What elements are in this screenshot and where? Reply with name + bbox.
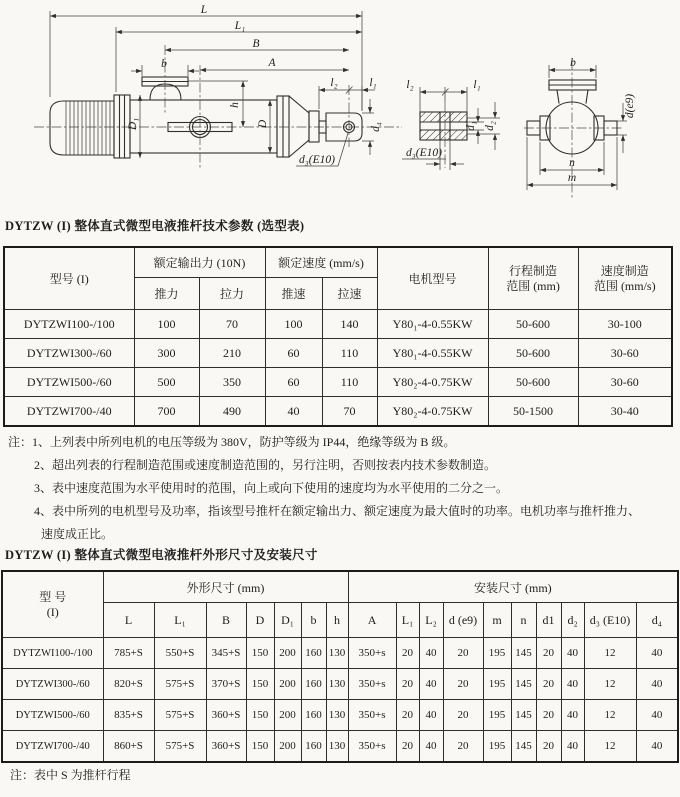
value-cell: 575+S xyxy=(154,669,206,700)
value-cell: 200 xyxy=(274,638,301,669)
model-cell: DYTZWI700-/40 xyxy=(2,731,103,763)
value-cell: 140 xyxy=(322,310,377,339)
value-cell: 145 xyxy=(511,700,536,731)
value-cell: 30-60 xyxy=(578,368,672,397)
col-header-L1: L₁ xyxy=(154,603,206,638)
value-cell: 20 xyxy=(396,700,419,731)
dim-table-header-row2 xyxy=(2,603,678,638)
value-cell: 860+S xyxy=(103,731,154,763)
note-line-2: 2、超出列表的行程制造范围或速度制造范围的，另行注明，否则按表内技术参数制造。 xyxy=(34,458,497,472)
value-cell: 200 xyxy=(274,731,301,763)
value-cell: 50-600 xyxy=(488,310,578,339)
value-cell: 820+S xyxy=(103,669,154,700)
value-cell: 40 xyxy=(265,397,322,427)
value-cell: 195 xyxy=(483,700,511,731)
value-cell: 350+s xyxy=(348,700,396,731)
value-cell: 20 xyxy=(396,638,419,669)
model-header-line1: 型 号 xyxy=(39,589,67,604)
value-cell: 50-600 xyxy=(488,339,578,368)
col-header-pull-force: 拉力 xyxy=(199,278,265,310)
main-side-view xyxy=(34,4,402,170)
value-cell: 20 xyxy=(443,669,483,700)
cone xyxy=(289,96,309,157)
notes-section2: 注：表中 S 为推杆行程 xyxy=(10,768,131,782)
value-cell: 20 xyxy=(443,731,483,763)
value-cell: 785+S xyxy=(103,638,154,669)
value-cell: 195 xyxy=(483,669,511,700)
col-group-rated-speed: 额定速度 (mm/s) xyxy=(265,247,377,278)
col-header-L: L xyxy=(103,603,154,638)
dim-label-d3-section: d₃(E10) xyxy=(406,147,442,159)
col-header-B: B xyxy=(206,603,246,638)
dim-label-d1: d₁ xyxy=(465,121,477,131)
value-cell: 40 xyxy=(561,638,584,669)
dim-label-A: A xyxy=(268,57,276,69)
motor-cell: Y80₂-4-0.75KW xyxy=(377,397,488,427)
value-cell: 40 xyxy=(561,731,584,763)
value-cell: 835+S xyxy=(103,700,154,731)
value-cell: 110 xyxy=(322,368,377,397)
value-cell: 30-40 xyxy=(578,397,672,427)
value-cell: 145 xyxy=(511,669,536,700)
dim-label-d2: d₂ xyxy=(484,121,496,131)
col-header-d1: d1 xyxy=(536,603,561,638)
value-cell: 30-60 xyxy=(578,339,672,368)
col-header-d4: d₄ xyxy=(636,603,678,638)
col-header-n: n xyxy=(511,603,536,638)
value-cell: 345+S xyxy=(206,638,246,669)
value-cell: 70 xyxy=(199,310,265,339)
value-cell: 20 xyxy=(396,731,419,763)
col-header-h: h xyxy=(326,603,348,638)
value-cell: 160 xyxy=(301,731,326,763)
value-cell: 130 xyxy=(326,700,348,731)
end-view xyxy=(524,57,636,200)
col-group-install-dims: 安装尺寸 (mm) xyxy=(348,571,678,603)
value-cell: 20 xyxy=(443,638,483,669)
motor-fins xyxy=(66,101,110,155)
col-header-L1-install: L₁ xyxy=(396,603,419,638)
dim-label-b-end: b xyxy=(570,57,576,69)
col-header-D1: D₁ xyxy=(274,603,301,638)
value-cell: 50-1500 xyxy=(488,397,578,427)
model-header-line2: (I) xyxy=(46,604,59,619)
value-cell: 50-600 xyxy=(488,368,578,397)
value-cell: 370+S xyxy=(206,669,246,700)
value-cell: 150 xyxy=(246,700,274,731)
note-line-3: 3、表中速度范围为水平使用时的范围，向上或向下使用的速度均为水平使用的二分之一。 xyxy=(34,481,509,495)
value-cell: 40 xyxy=(419,731,443,763)
value-cell: 360+S xyxy=(206,700,246,731)
model-cell: DYTZWI300-/60 xyxy=(4,339,134,368)
dim-label-n: n xyxy=(569,157,575,169)
model-cell: DYTZWI100-/100 xyxy=(2,638,103,669)
value-cell: 200 xyxy=(274,669,301,700)
value-cell: 145 xyxy=(511,731,536,763)
value-cell: 40 xyxy=(419,638,443,669)
stroke-range-line1: 行程制造 xyxy=(509,263,558,278)
dim-label-l2: l₂ xyxy=(330,77,338,89)
stroke-range-line2: 范围 (mm) xyxy=(506,278,560,293)
value-cell: 40 xyxy=(636,638,678,669)
col-header-motor: 电机型号 xyxy=(377,247,488,310)
col-header-d3-E10: d₃ (E10) xyxy=(584,603,636,638)
col-header-A: A xyxy=(348,603,396,638)
value-cell: 150 xyxy=(246,638,274,669)
dim-label-l1: l₁ xyxy=(369,77,377,89)
value-cell: 12 xyxy=(584,731,636,763)
speed-range-line1: 速度制造 xyxy=(600,263,649,278)
note-text: 1、上列表中所列电机的电压等级为 380V，防护等级为 IP44，绝缘等级为 B 级。 xyxy=(32,435,456,449)
value-cell: 200 xyxy=(274,700,301,731)
dim-label-l2-section: l₂ xyxy=(406,79,414,91)
section1-title: DYTZW (I) 整体直式微型电液推杆技术参数 (选型表) xyxy=(5,219,305,233)
dimensions-table xyxy=(1,570,679,763)
dim-table-row xyxy=(2,700,678,731)
dim-label-h: h xyxy=(229,102,241,108)
model-cell: DYTZWI100-/100 xyxy=(4,310,134,339)
value-cell: 145 xyxy=(511,638,536,669)
value-cell: 130 xyxy=(326,731,348,763)
value-cell: 20 xyxy=(536,638,561,669)
dim-label-D1: D₁ xyxy=(127,117,139,131)
value-cell: 350+s xyxy=(348,731,396,763)
dim-label-l1-section: l₁ xyxy=(473,79,481,91)
value-cell: 195 xyxy=(483,638,511,669)
model-cell: DYTZWI700-/40 xyxy=(4,397,134,427)
motor-cell: Y80₂-4-0.75KW xyxy=(377,368,488,397)
spec-table-row xyxy=(4,368,672,397)
value-cell: 150 xyxy=(246,669,274,700)
value-cell: 100 xyxy=(265,310,322,339)
col-header-d-e9: d (e9) xyxy=(443,603,483,638)
spec-table-row xyxy=(4,310,672,339)
col-header-model: 型号 (I) xyxy=(4,247,134,310)
col-header-model2 xyxy=(2,571,103,638)
col-header-m: m xyxy=(483,603,511,638)
model-cell: DYTZWI500-/60 xyxy=(2,700,103,731)
note-line-5: 速度成正比。 xyxy=(41,527,114,541)
value-cell: 700 xyxy=(134,397,199,427)
value-cell: 40 xyxy=(419,669,443,700)
value-cell: 20 xyxy=(536,700,561,731)
dim-table-row xyxy=(2,638,678,669)
col-group-outline-dims: 外形尺寸 (mm) xyxy=(103,571,348,603)
value-cell: 40 xyxy=(636,700,678,731)
value-cell: 12 xyxy=(584,669,636,700)
dim-table-row xyxy=(2,731,678,763)
col-header-d2: d₂ xyxy=(561,603,584,638)
model-cell: DYTZWI300-/60 xyxy=(2,669,103,700)
section2-title: DYTZW (I) 整体直式微型电液推杆外形尺寸及安装尺寸 xyxy=(5,548,318,562)
col-group-rated-force: 额定输出力 (10N) xyxy=(134,247,265,278)
value-cell: 40 xyxy=(561,700,584,731)
value-cell: 12 xyxy=(584,700,636,731)
value-cell: 20 xyxy=(396,669,419,700)
col-header-push-speed: 推速 xyxy=(265,278,322,310)
value-cell: 12 xyxy=(584,638,636,669)
value-cell: 20 xyxy=(536,669,561,700)
col-header-D: D xyxy=(246,603,274,638)
value-cell: 490 xyxy=(199,397,265,427)
value-cell: 160 xyxy=(301,669,326,700)
dim-label-L1: L₁ xyxy=(234,20,246,32)
value-cell: 195 xyxy=(483,731,511,763)
dim-label-de9: d(e9) xyxy=(624,93,636,119)
spec-table xyxy=(3,246,673,427)
col-header-pull-speed: 拉速 xyxy=(322,278,377,310)
value-cell: 30-100 xyxy=(578,310,672,339)
value-cell: 550+S xyxy=(154,638,206,669)
value-cell: 160 xyxy=(301,700,326,731)
value-cell: 130 xyxy=(326,638,348,669)
motor-cell: Y80₁-4-0.55KW xyxy=(377,339,488,368)
value-cell: 300 xyxy=(134,339,199,368)
value-cell: 100 xyxy=(134,310,199,339)
speed-range-line2: 范围 (mm/s) xyxy=(593,278,656,293)
notes-section1 xyxy=(8,431,676,546)
value-cell: 130 xyxy=(326,669,348,700)
value-cell: 110 xyxy=(322,339,377,368)
dim-label-b: b xyxy=(161,58,167,70)
note-prefix: 注： xyxy=(8,435,33,449)
dim-table-header-row1 xyxy=(2,571,678,603)
col-header-b: b xyxy=(301,603,326,638)
value-cell: 575+S xyxy=(154,731,206,763)
note-line-4: 4、表中所列的电机型号及功率，指该型号推杆在额定输出力、额定速度为最大值时的功率。电机功率与推杆推力、 xyxy=(34,504,641,518)
dim-label-L: L xyxy=(200,4,208,16)
col-header-stroke-range xyxy=(488,247,578,310)
value-cell: 40 xyxy=(419,700,443,731)
value-cell: 350+s xyxy=(348,638,396,669)
value-cell: 60 xyxy=(265,339,322,368)
value-cell: 70 xyxy=(322,397,377,427)
value-cell: 20 xyxy=(536,731,561,763)
value-cell: 500 xyxy=(134,368,199,397)
spec-table-row xyxy=(4,339,672,368)
value-cell: 210 xyxy=(199,339,265,368)
dim-label-D: D xyxy=(257,119,269,129)
spec-table-row xyxy=(4,397,672,427)
value-cell: 350+s xyxy=(348,669,396,700)
value-cell: 575+S xyxy=(154,700,206,731)
spec-table-header-row1 xyxy=(4,247,672,278)
value-cell: 40 xyxy=(636,731,678,763)
value-cell: 150 xyxy=(246,731,274,763)
value-cell: 160 xyxy=(301,638,326,669)
value-cell: 350 xyxy=(199,368,265,397)
col-header-push-force: 推力 xyxy=(134,278,199,310)
note-line-1 xyxy=(8,431,676,454)
value-cell: 360+S xyxy=(206,731,246,763)
dim-label-m: m xyxy=(567,172,577,184)
rod-end-section-view xyxy=(402,79,500,170)
cylinder-body xyxy=(130,100,277,153)
col-header-speed-range xyxy=(578,247,672,310)
model-cell: DYTZWI500-/60 xyxy=(4,368,134,397)
dim-table-row xyxy=(2,669,678,700)
motor-cell: Y80₁-4-0.55KW xyxy=(377,310,488,339)
value-cell: 20 xyxy=(443,700,483,731)
dim-label-B: B xyxy=(252,38,260,50)
value-cell: 40 xyxy=(561,669,584,700)
col-header-L2: L₂ xyxy=(419,603,443,638)
dim-label-d3: d₃(E10) xyxy=(299,154,335,166)
dim-label-d4: d₄ xyxy=(370,122,382,132)
technical-drawing xyxy=(0,0,680,215)
value-cell: 40 xyxy=(636,669,678,700)
value-cell: 60 xyxy=(265,368,322,397)
